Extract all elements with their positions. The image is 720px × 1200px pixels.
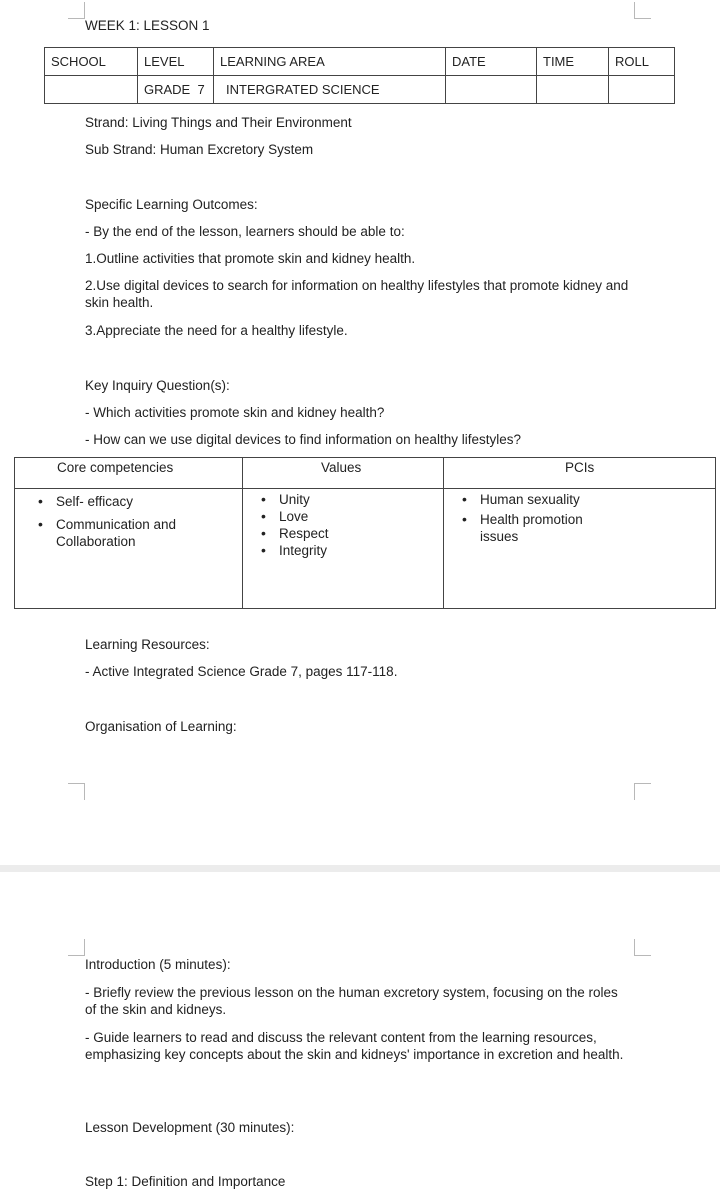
table-header-cell: Values bbox=[321, 460, 362, 475]
strand-line bbox=[85, 114, 352, 131]
page-corner-mark bbox=[68, 783, 85, 800]
outcomes-heading: Specific Learning Outcomes: bbox=[85, 197, 258, 212]
list-item: • Health promotion issues bbox=[458, 511, 600, 545]
introduction-heading: Introduction (5 minutes): bbox=[85, 957, 231, 972]
page-corner-mark bbox=[634, 2, 651, 19]
strand-value: Living Things and Their Environment bbox=[128, 115, 352, 130]
table-header-cell: SCHOOL bbox=[45, 48, 138, 76]
list-item: • Communication and Collaboration bbox=[34, 516, 196, 550]
sub-strand-value: Human Excretory System bbox=[156, 142, 314, 157]
sub-strand-line bbox=[85, 141, 313, 158]
resources-heading: Learning Resources: bbox=[85, 637, 210, 652]
pcis-list bbox=[458, 491, 628, 545]
table-cell bbox=[537, 76, 609, 104]
table-header-cell: LEARNING AREA bbox=[214, 48, 446, 76]
list-item: • Respect bbox=[257, 525, 427, 542]
table-cell bbox=[446, 76, 537, 104]
table-header-cell: PCIs bbox=[565, 460, 595, 475]
outcome-item: 3.Appreciate the need for a healthy lifestyle. bbox=[85, 323, 348, 338]
table-header-row bbox=[45, 48, 675, 76]
list-item: • Self- efficacy bbox=[34, 493, 224, 510]
table-header-cell: Core competencies bbox=[57, 460, 174, 475]
table-cell: GRADE 7 bbox=[138, 76, 214, 104]
strand-label: Strand: bbox=[85, 115, 129, 130]
introduction-item: - Guide learners to read and discuss the relevant content from the learning resources, emphasizing key concepts about the skin and kidneys' importance in excretion and health. bbox=[85, 1030, 624, 1062]
development-heading: Lesson Development (30 minutes): bbox=[85, 1120, 295, 1135]
outcome-item: 1.Outline activities that promote skin and kidney health. bbox=[85, 251, 416, 266]
page-2 bbox=[0, 872, 720, 1200]
list-item: • Integrity bbox=[257, 542, 427, 559]
organisation-heading: Organisation of Learning: bbox=[85, 719, 237, 734]
table-header-cell: ROLL bbox=[609, 48, 675, 76]
page-corner-mark bbox=[68, 939, 85, 956]
table-header-cell: TIME bbox=[537, 48, 609, 76]
step-1-line bbox=[85, 1173, 285, 1190]
table-cell bbox=[45, 76, 138, 104]
inquiry-item: - Which activities promote skin and kidney health? bbox=[85, 405, 385, 420]
table-divider bbox=[242, 457, 243, 609]
core-competencies-list bbox=[34, 493, 224, 550]
week-lesson-title: WEEK 1: LESSON 1 bbox=[85, 18, 210, 33]
introduction-item: - Briefly review the previous lesson on the human excretory system, focusing on the roles of the skin and kidneys. bbox=[85, 985, 618, 1017]
values-list bbox=[257, 491, 427, 559]
table-divider bbox=[443, 457, 444, 609]
table-divider bbox=[14, 488, 716, 489]
inquiry-heading: Key Inquiry Question(s): bbox=[85, 378, 230, 393]
step-1-value: Definition and Importance bbox=[127, 1174, 286, 1189]
list-item: • Love bbox=[257, 508, 427, 525]
inquiry-item: - How can we use digital devices to find information on healthy lifestyles? bbox=[85, 432, 521, 447]
page-gap bbox=[0, 865, 720, 872]
table-header-cell: LEVEL bbox=[138, 48, 214, 76]
sub-strand-label: Sub Strand: bbox=[85, 142, 157, 157]
step-1-label: Step 1: bbox=[85, 1174, 128, 1189]
outcomes-intro: - By the end of the lesson, learners should be able to: bbox=[85, 224, 405, 239]
lesson-info-table bbox=[44, 47, 675, 104]
table-row bbox=[45, 76, 675, 104]
table-cell bbox=[609, 76, 675, 104]
resources-item: - Active Integrated Science Grade 7, pages 117-118. bbox=[85, 664, 398, 679]
outcome-item: 2.Use digital devices to search for information on healthy lifestyles that promote kidney and skin health. bbox=[85, 278, 629, 310]
page-corner-mark bbox=[68, 2, 85, 19]
table-cell: INTERGRATED SCIENCE bbox=[214, 76, 446, 104]
page-corner-mark bbox=[634, 783, 651, 800]
page-corner-mark bbox=[634, 939, 651, 956]
table-header-cell: DATE bbox=[446, 48, 537, 76]
list-item: • Unity bbox=[257, 491, 427, 508]
list-item: • Human sexuality bbox=[458, 491, 628, 508]
